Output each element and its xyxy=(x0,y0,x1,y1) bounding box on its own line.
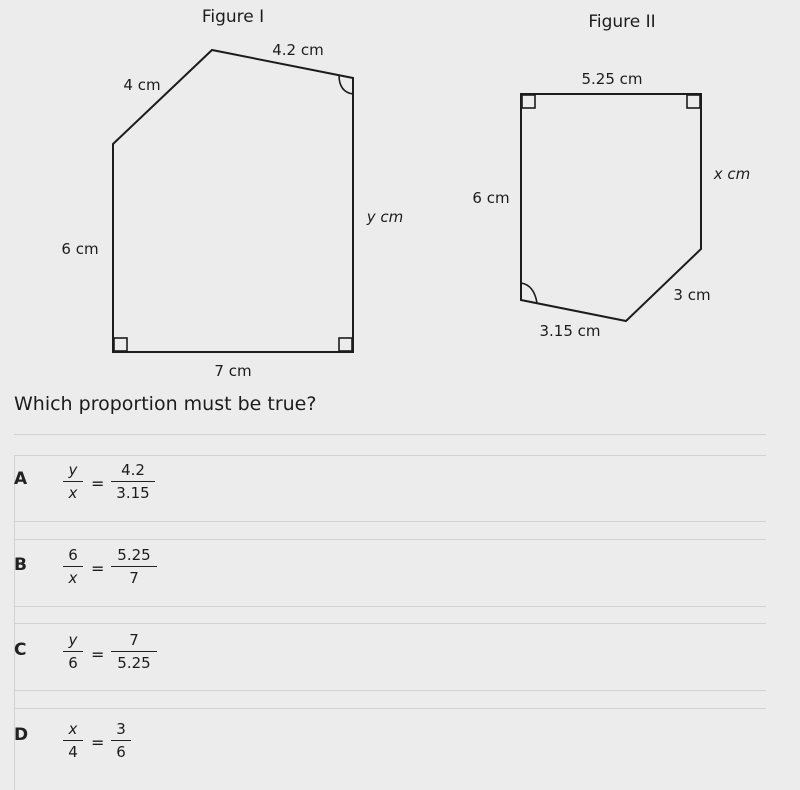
denominator: 4 xyxy=(68,743,78,761)
divider xyxy=(14,690,766,691)
choice-b-left-fraction[interactable] xyxy=(63,548,83,586)
equals-sign: = xyxy=(91,474,105,493)
numerator: 3 xyxy=(116,720,126,738)
numerator: 4.2 xyxy=(121,461,145,479)
figure-1-title: Figure I xyxy=(201,7,265,27)
figure-1-upper-left-label: 4 cm xyxy=(123,76,161,94)
denominator: x xyxy=(68,484,78,502)
choice-a-right-fraction[interactable] xyxy=(111,463,155,501)
figure-1-top-label: 4.2 cm xyxy=(272,41,324,59)
figure-2-right-angle-top-right xyxy=(687,95,700,108)
divider xyxy=(14,434,766,435)
choice-d-right-fraction[interactable] xyxy=(111,722,131,760)
numerator: 5.25 xyxy=(117,546,151,564)
divider xyxy=(14,539,766,540)
choice-d-left-fraction[interactable] xyxy=(63,722,83,760)
divider xyxy=(14,606,766,607)
figure-1-right-angle-bottom-left xyxy=(114,338,127,351)
numerator: y xyxy=(68,461,78,479)
divider xyxy=(14,521,766,522)
question-text: Which proportion must be true? xyxy=(14,393,317,415)
divider xyxy=(14,455,766,456)
choice-c-letter[interactable]: C xyxy=(14,640,27,660)
denominator: 5.25 xyxy=(117,654,151,672)
denominator: 3.15 xyxy=(116,484,150,502)
denominator: 6 xyxy=(68,654,78,672)
figure-1-left-label: 6 cm xyxy=(61,240,99,258)
figure-2-top-label: 5.25 cm xyxy=(581,70,643,88)
equals-sign: = xyxy=(91,733,105,752)
choice-c-left-fraction[interactable] xyxy=(63,633,83,671)
choice-c-right-fraction[interactable] xyxy=(111,633,157,671)
numerator: x xyxy=(68,720,78,738)
figure-2-left-label: 6 cm xyxy=(472,189,510,207)
figure-2-lower-right-label: 3 cm xyxy=(673,286,711,304)
choice-a-left-fraction[interactable] xyxy=(63,463,83,501)
choice-d-letter[interactable]: D xyxy=(14,725,29,745)
divider xyxy=(14,623,766,624)
numerator: 6 xyxy=(68,546,78,564)
equals-sign: = xyxy=(91,645,105,664)
figures-diagram xyxy=(0,0,800,390)
equals-sign: = xyxy=(91,559,105,578)
figure-2-title: Figure II xyxy=(588,12,656,32)
denominator: 6 xyxy=(116,743,126,761)
denominator: 7 xyxy=(129,569,139,587)
figure-1-shape xyxy=(113,50,353,352)
figure-1-bottom-label: 7 cm xyxy=(214,362,252,380)
numerator: y xyxy=(68,631,78,649)
numerator: 7 xyxy=(129,631,139,649)
choice-a-letter[interactable]: A xyxy=(14,469,28,489)
choice-b-right-fraction[interactable] xyxy=(111,548,157,586)
figure-1-right-label: y cm xyxy=(366,208,404,226)
denominator: x xyxy=(68,569,78,587)
divider xyxy=(14,708,766,709)
figure-2-right-label: x cm xyxy=(713,165,751,183)
figure-2-right-angle-top-left xyxy=(522,95,535,108)
figure-2-bottom-label: 3.15 cm xyxy=(539,322,601,340)
figure-1-right-angle-bottom-right xyxy=(339,338,352,351)
choice-b-letter[interactable]: B xyxy=(14,555,27,575)
